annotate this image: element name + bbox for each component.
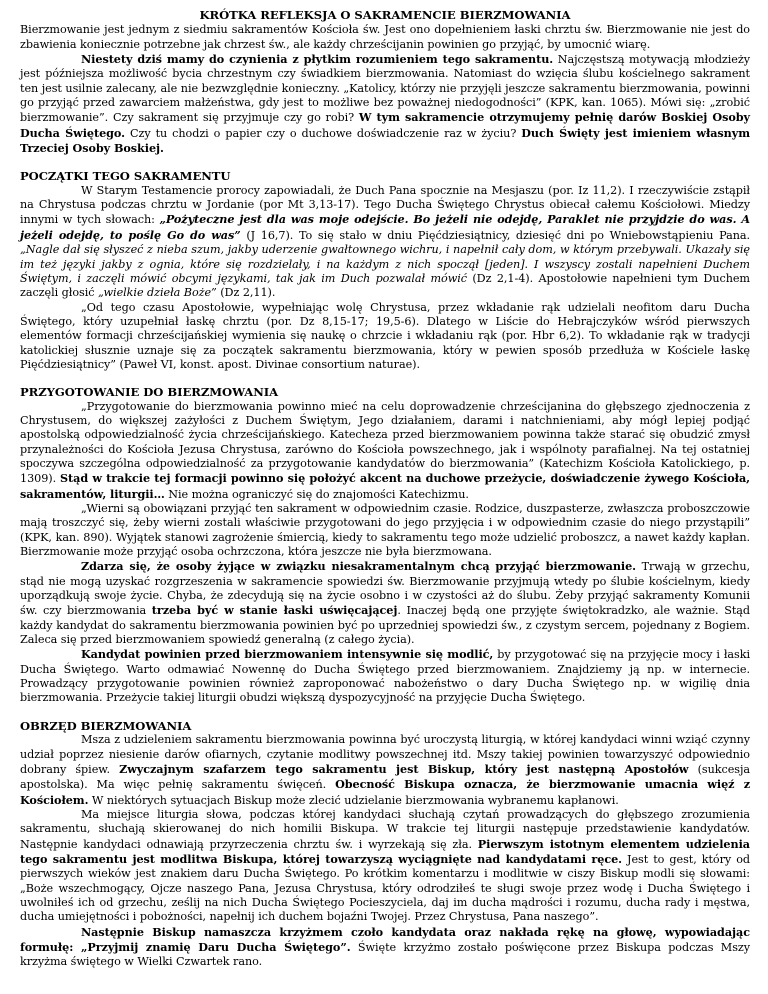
bold-text: Duch Święty jest imieniem własnym Trzeciej Osoby Boskiej. [20,125,750,156]
bold-text: Stąd w trakcie tej formacji powinno się położyć akcent na duchowe przeżycie, doświadczenie żywego Kościoła, sakramentów, liturgii… [20,471,750,501]
body-text: by przygotować się na przyjęcie mocy i łaski Ducha Świętego. Warto odmawiać Nowennę do Ducha Świętego przed bierzmowaniem. Znajdziemy ją np. w internecie. Prowadzący przygotowanie powinien również zaproponować nabożeństwo o dary Ducha Świętego np. w wigilię dnia bierzmowania. Przeżycie takiej liturgii obudzi większą dyspozycyjność na przyjęcie Ducha Świętego. [20,648,751,705]
bold-text: trzeba być w stanie łaski uświęcającej [151,603,398,618]
bold-text: Kandydat powinien przed bierzmowaniem intensywnie się modlić, [81,647,494,662]
body-text: Jest to gest, który od pierwszych wieków jest znakiem daru Ducha Świętego. Po krótkim komentarzu i modlitwie w ciszy Biskup modli się słowami: „Boże wszechmogący, Ojcze naszego Pana, Jezusa Chrystusa, który odrodziłeś te sługi swoje przez wodę i Ducha Świętego i uwolniłeś ich od grzechu, ześlij na nich Ducha Świętego Pocieszyciela, daj im ducha mądrości i rozumu, ducha rady i męstwa, ducha umiejętności i pobożności, napełnij ich duchem bojaźni Twojej. Przez Chrystusa, Pana naszego”. [20,852,751,924]
body-text: (Dz 2,1-4). Apostołowie napełnieni tym Duchem zaczęli głosić [20,271,750,300]
rite-paragraph-2 [20,808,750,925]
body-text: Najczęstszą motywacją młodzieży jest późniejsza możliwość bycia chrzestnym czy świadkiem bierzmowania. Natomiast do wzięcia ślubu kościelnego sakrament ten jest usilnie zalecany, ale nie bezwzględnie konieczny. „Katolicy, którzy nie przyjęli jeszcze sakramentu bierzmowania, powinni go przyjąć przed zawarciem małżeństwa, gdy jest to możliwe bez poważnej niedogodności” (KPK, kan. 1065). Mówi się: „zrobić bierzmowanie”. Czy sakrament się przyjmuje czy go robi? [20,53,750,125]
body-text: . Inaczej będą one przyjęte świętokradzko, ale ważnie. Stąd każdy kandydat do sakramentu bierzmowania powinien być po uprzedniej spowiedzi św., z czystym sercem, pojednany z Bogiem. Zaleca się przed bierzmowaniem spowiedź generalną (z całego życia). [20,604,751,647]
document-title: KRÓTKA REFLEKSJA O SAKRAMENCIE BIERZMOWANIA [199,8,571,22]
body-text: Święte krzyżmo zostało poświęcone przez Biskupa podczas Mszy krzyżma świętego w Wielki Czwartek rano. [20,940,750,969]
section-heading-rite: OBRZĘD BIERZMOWANIA [20,718,192,733]
body-text: Nie można ograniczyć się do znajomości Katechizmu. [164,487,469,501]
body-text: W Starym Testamencie prorocy zapowiadali, że Duch Pana spocznie na Mesjaszu (por. Iz 11,2). I rzeczywiście zstąpił na Chrystusa podczas chrztu w Jordanie (por Mt 3,13-17). Tego Ducha Świętego Chrystus obiecał całemu Kościołowi. Miedzy innymi w tych słowach: [20,183,750,227]
italic-quote: „wielkie dzieła Boże” [97,286,217,300]
origins-paragraph-1 [20,184,750,301]
bold-text: Zdarza się, że osoby żyjące w związku niesakramentalnym chcą przyjąć bierzmowanie. [81,559,637,574]
bold-text: Zwyczajnym szafarzem tego sakramentu jest Biskup, który jest następną Apostołów [119,761,689,776]
body-text: (sukcesja apostolska). Ma więc pełnię sakramentu święceń. [20,762,750,792]
intro-paragraph-2 [20,52,750,156]
preparation-paragraph-2: „Wierni są obowiązani przyjąć ten sakrament w odpowiednim czasie. Rodzice, duszpasterze, zwłaszcza proboszczowie mają troszczyć się, żeby wierni zostali właściwie przygotowani do jego przyjęcia i w odpowiednim czasie do niego przystąpili” (KPK, kan. 890). Wyjątek stanowi zagrożenie śmiercią, kiedy to sakramentu tego może udzielić proboszcz, a nawet każdy kapłan. Bierzmowanie może przyjąć osoba ochrzczona, która jeszcze nie była bierzmowana. [20,502,750,559]
preparation-paragraph-1 [20,400,750,502]
bold-italic-quote: „Pożyteczne jest dla was moje odejście. Bo jeżeli nie odejdę, Paraklet nie przyjdzie do was. A jeżeli odejdę, to poślę Go do was” [20,212,750,242]
bold-text: Obecność Biskupa oznacza, że bierzmowanie umacnia więź z Kościołem. [20,777,750,807]
italic-quote: „Nagle dał się słyszeć z nieba szum, jakby uderzenie gwałtownego wichru, i napełnił cały dom, w którym przebywali. Ukazały się im też języki jakby z ognia, które się rozdzielały, i na każdym z nich spoczął [jeden]. I wszyscy zostali napełnieni Duchem Świętym, i zaczęli mówić obcymi językami, tak jak im Duch pozwalał mówić [20,243,750,285]
origins-paragraph-2: „Od tego czasu Apostołowie, wypełniając wolę Chrystusa, przez wkładanie rąk udzielali neofitom daru Ducha Świętego, który uzupełniał łaskę chrztu (por. Dz 8,15-17; 19,5-6). Dlatego w Liście do Hebrajczyków wśród pierwszych elementów formacji chrześcijańskiej wymienia się naukę o chrzcie i wkładaniu rąk (por. Hbr 6,2). To wkładanie rąk w tradycji katolickiej słusznie uznaje się za początek sakramentu bierzmowania, który w pewien sposób przedłuża w Kościele łaskę Pięćdziesiątnicy” (Paweł VI, konst. apost. Divinae consortium naturae). [20,300,750,371]
body-text: W niektórych sytuacjach Biskup może zlecić udzielanie bierzmowania wybranemu kapłanowi. [88,793,619,807]
preparation-paragraph-3 [20,559,750,647]
body-text: Czy tu chodzi o papier czy o duchowe doświadczenie raz w życiu? [125,126,522,140]
section-heading-origins: POCZĄTKI TEGO SAKRAMENTU [20,169,231,184]
rite-paragraph-1 [20,733,750,808]
body-text: „Przygotowanie do bierzmowania powinno mieć na celu doprowadzenie chrześcijanina do głębszego zjednoczenia z Chrystusem, do większej zażyłości z Duchem Świętym, Jego działaniem, darami i natchnieniami, aby mógł lepiej podjąć apostolską odpowiedzialność życia chrześcijańskiego. Katecheza przed bierzmowaniem powinna także starać się obudzić zmysł przynależności do Kościoła Jezusa Chrystusa, zarówno do Kościoła powszechnego, jak i wspólnoty parafialnej. Na tej ostatniej spoczywa szczególna odpowiedzialność za przygotowanie kandydatów do bierzmowania” (Katechizm Kościoła Katolickiego, p. 1309). [20,399,750,486]
section-heading-preparation: PRZYGOTOWANIE DO BIERZMOWANIA [20,385,279,400]
body-text: Msza z udzieleniem sakramentu bierzmowania powinna być uroczystą liturgią, w której kandydaci winni wziąć czynny udział poprzez niesienie darów ofiarnych, czytanie modlitwy powszechnej itd. Mszy takiej powinien towarzyszyć odpowiednio dobrany śpiew. [20,733,750,776]
body-text: (J 16,7). To się stało w dniu Pięćdziesiątnicy, dziesięć dni po Wniebowstąpieniu Pana. [240,228,750,242]
rite-paragraph-3 [20,925,750,970]
body-text: Trwają w grzechu, stąd nie mogą uzyskać rozgrzeszenia w sakramencie spowiedzi św. Bierzmowanie przyjmują wtedy po ślubie kościelnym, kiedy uporządkują swoje życie. Chyba, że zdecydują się na życie osobno i w czystości aż do ślubu. Żeby przyjąć sakramenty Komunii św. czy bierzmowania [20,560,750,618]
intro-paragraph-1: Bierzmowanie jest jednym z siedmiu sakramentów Kościoła św. Jest ono dopełnieniem łaski chrztu św. Bierzmowanie nie jest do zbawienia koniecznie potrzebne jak chrzest św., ale każdy chrześcijanin powinien go przyjąć, by umocnić wiarę. [20,23,750,51]
bold-text: Następnie Biskup namaszcza krzyżmem czoło kandydata oraz nakłada rękę na głowę, wypowiadając formułę: „Przyjmij znamię Daru Ducha Świętego”. [20,924,750,954]
bold-text: Pierwszym istotnym elementem udzielenia tego sakramentu jest modlitwa Biskupa, której towarzyszą wyciągnięte nad kandydatami ręce. [20,836,750,866]
preparation-paragraph-4 [20,647,750,705]
body-text: (Dz 2,11). [216,286,276,300]
bold-text: W tym sakramencie otrzymujemy pełnię darów Boskiej Osoby Ducha Świętego. [20,110,750,140]
body-text: Ma miejsce liturgia słowa, podczas której kandydaci słuchają czytań prowadzących do głębszego zrozumienia sakramentu, słuchają skierowanej do nich homilii Biskupa. W trakcie tej liturgii następuje przedstawienie kandydatów. Następnie kandydaci odnawiają przyrzeczenia chrztu św. i wyrzekają się zła. [20,807,750,851]
bold-text: Niestety dziś mamy do czynienia z płytkim rozumieniem tego sakramentu. [81,52,554,67]
